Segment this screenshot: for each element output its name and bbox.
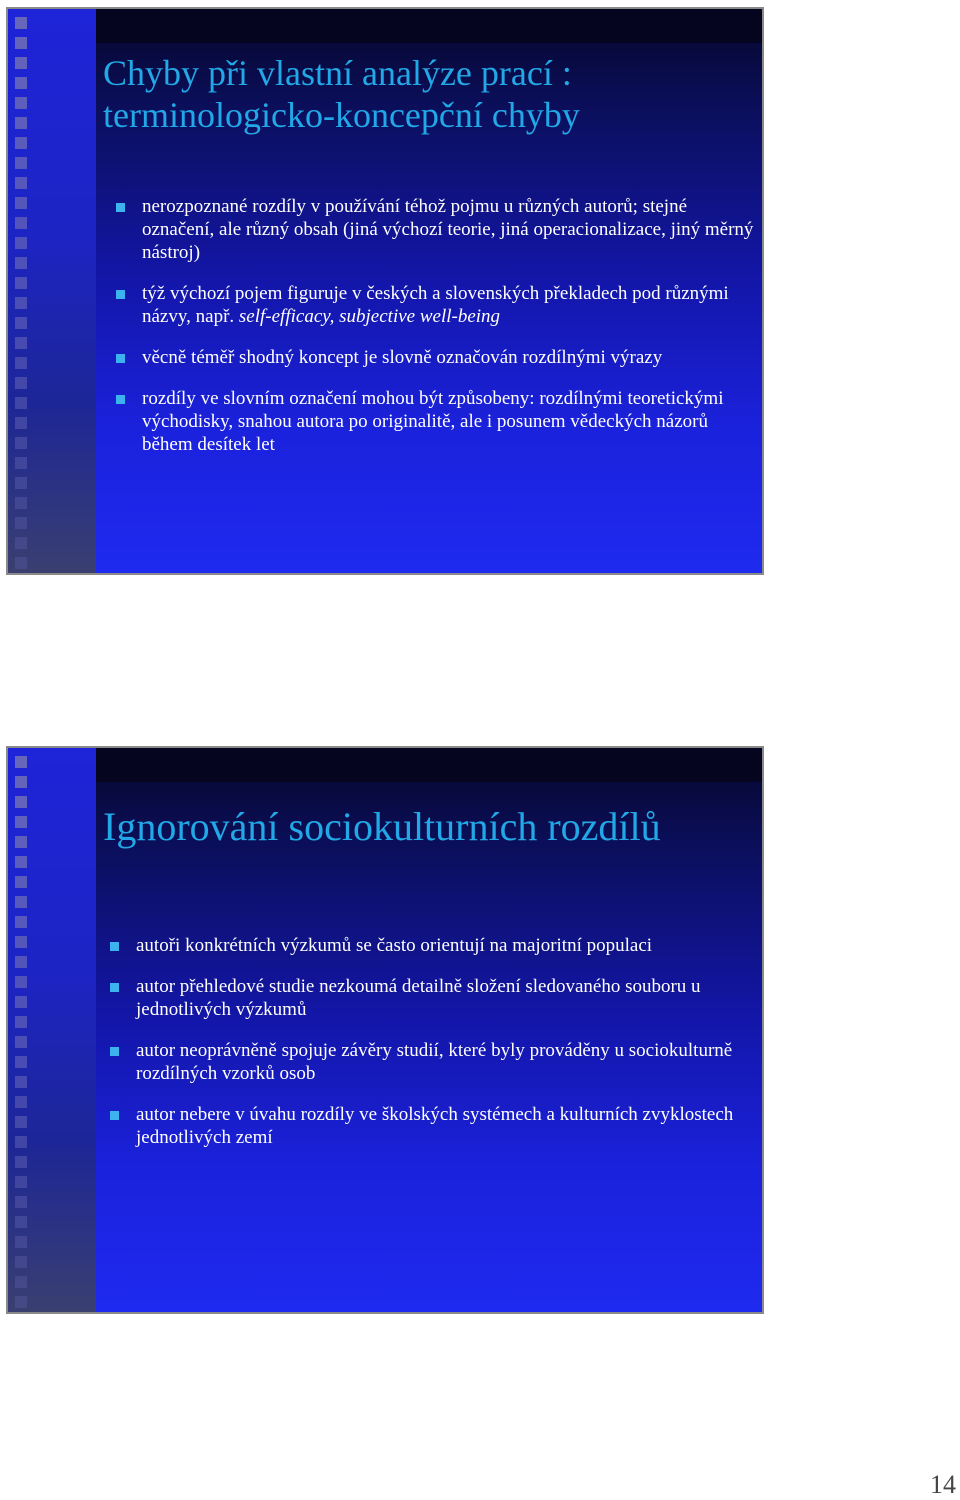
bullet-text: věcně téměř shodný koncept je slovně označován rozdílnými výrazy <box>142 347 663 368</box>
decorative-square <box>15 1036 27 1048</box>
decorative-square <box>15 257 27 269</box>
decorative-square <box>15 1136 27 1148</box>
decorative-square <box>15 397 27 409</box>
square-bullet-icon <box>110 1047 119 1056</box>
decorative-square <box>15 1076 27 1088</box>
decorative-square <box>15 796 27 808</box>
slide-1 <box>6 7 764 575</box>
bullet-text: autor přehledové studie nezkoumá detailně složení sledovaného souboru u jednotlivých výzkumů <box>136 976 701 1020</box>
decorative-square <box>15 996 27 1008</box>
page-number: 14 <box>930 1470 956 1499</box>
decorative-square <box>15 417 27 429</box>
decorative-square <box>15 1156 27 1168</box>
bullet-text: autor neoprávněně spojuje závěry studií, které byly prováděny u sociokulturně rozdílných vzorků osob <box>136 1040 733 1084</box>
decorative-square <box>15 976 27 988</box>
square-bullet-icon <box>110 942 119 951</box>
square-bullet-icon <box>116 290 125 299</box>
decorative-square <box>15 537 27 549</box>
decorative-square <box>15 237 27 249</box>
decorative-square <box>15 337 27 349</box>
decorative-square <box>15 317 27 329</box>
decorative-square <box>15 1256 27 1268</box>
decorative-square <box>15 37 27 49</box>
bullet-text: rozdíly ve slovním označení mohou být způsobeny: rozdílnými teoretickými východisky, snahou autora po originalitě, ale i posunem vědeckých názorů během desítek let <box>142 388 724 455</box>
decorative-square <box>15 17 27 29</box>
decorative-square <box>15 936 27 948</box>
slide-title <box>103 53 580 137</box>
decorative-square <box>15 357 27 369</box>
decorative-square <box>15 1276 27 1288</box>
decorative-square <box>15 517 27 529</box>
decorative-square <box>15 836 27 848</box>
decorative-square <box>15 457 27 469</box>
list-item <box>108 975 748 1021</box>
square-bullet-icon <box>116 395 125 404</box>
top-bar <box>96 9 762 43</box>
decorative-square <box>15 1216 27 1228</box>
decorative-square <box>15 217 27 229</box>
decorative-square <box>15 1176 27 1188</box>
list-item <box>114 387 754 456</box>
square-bullet-icon <box>110 983 119 992</box>
decorative-square <box>15 876 27 888</box>
decorative-square <box>15 197 27 209</box>
list-item <box>114 346 754 369</box>
bullet-text: autoři konkrétních výzkumů se často orientují na majoritní populaci <box>136 935 653 956</box>
decorative-square <box>15 856 27 868</box>
top-bar <box>96 748 762 782</box>
decorative-square <box>15 277 27 289</box>
decorative-square <box>15 1056 27 1068</box>
slide-title: Ignorování sociokulturních rozdílů <box>103 804 661 849</box>
decorative-square <box>15 137 27 149</box>
decorative-square <box>15 916 27 928</box>
list-item <box>108 1103 748 1149</box>
decorative-square <box>15 497 27 509</box>
bullet-italic-text: self-efficacy, subjective well-being <box>238 306 501 327</box>
slide-2 <box>6 746 764 1314</box>
decorative-square <box>15 956 27 968</box>
decorative-square <box>15 1116 27 1128</box>
list-item <box>108 1039 748 1085</box>
decorative-square <box>15 557 27 569</box>
bullet-text: týž výchozí pojem figuruje v českých a slovenských překladech pod různými názvy, např. <box>142 283 729 327</box>
decorative-strip <box>8 748 96 1312</box>
decorative-square <box>15 57 27 69</box>
decorative-square <box>15 77 27 89</box>
decorative-square <box>15 1196 27 1208</box>
decorative-square <box>15 177 27 189</box>
bullet-text: nerozpoznané rozdíly v používání téhož pojmu u různých autorů; stejné označení, ale různý obsah (jiná výchozí teorie, jiná operacionalizace, jiný měrný nástroj) <box>142 196 754 263</box>
list-item <box>108 934 748 957</box>
decorative-square <box>15 157 27 169</box>
decorative-square <box>15 776 27 788</box>
decorative-square <box>15 297 27 309</box>
bullet-text: autor nebere v úvahu rozdíly ve školských systémech a kulturních zvyklostech jednotlivých zemí <box>136 1104 734 1148</box>
decorative-square <box>15 1016 27 1028</box>
square-bullet-icon <box>116 203 125 212</box>
decorative-square <box>15 756 27 768</box>
title-line-2: terminologicko-koncepční chyby <box>103 94 580 135</box>
decorative-square <box>15 896 27 908</box>
decorative-square <box>15 1236 27 1248</box>
decorative-square <box>15 437 27 449</box>
decorative-square <box>15 97 27 109</box>
decorative-square <box>15 816 27 828</box>
square-bullet-icon <box>110 1111 119 1120</box>
bullet-list <box>114 195 754 474</box>
list-item <box>114 282 754 328</box>
decorative-square <box>15 117 27 129</box>
decorative-strip <box>8 9 96 573</box>
decorative-square <box>15 477 27 489</box>
decorative-square <box>15 1096 27 1108</box>
list-item <box>114 195 754 264</box>
square-bullet-icon <box>116 354 125 363</box>
title-line-1: Chyby při vlastní analýze prací : <box>103 53 572 93</box>
decorative-square <box>15 1296 27 1308</box>
bullet-list <box>108 934 748 1167</box>
decorative-square <box>15 377 27 389</box>
